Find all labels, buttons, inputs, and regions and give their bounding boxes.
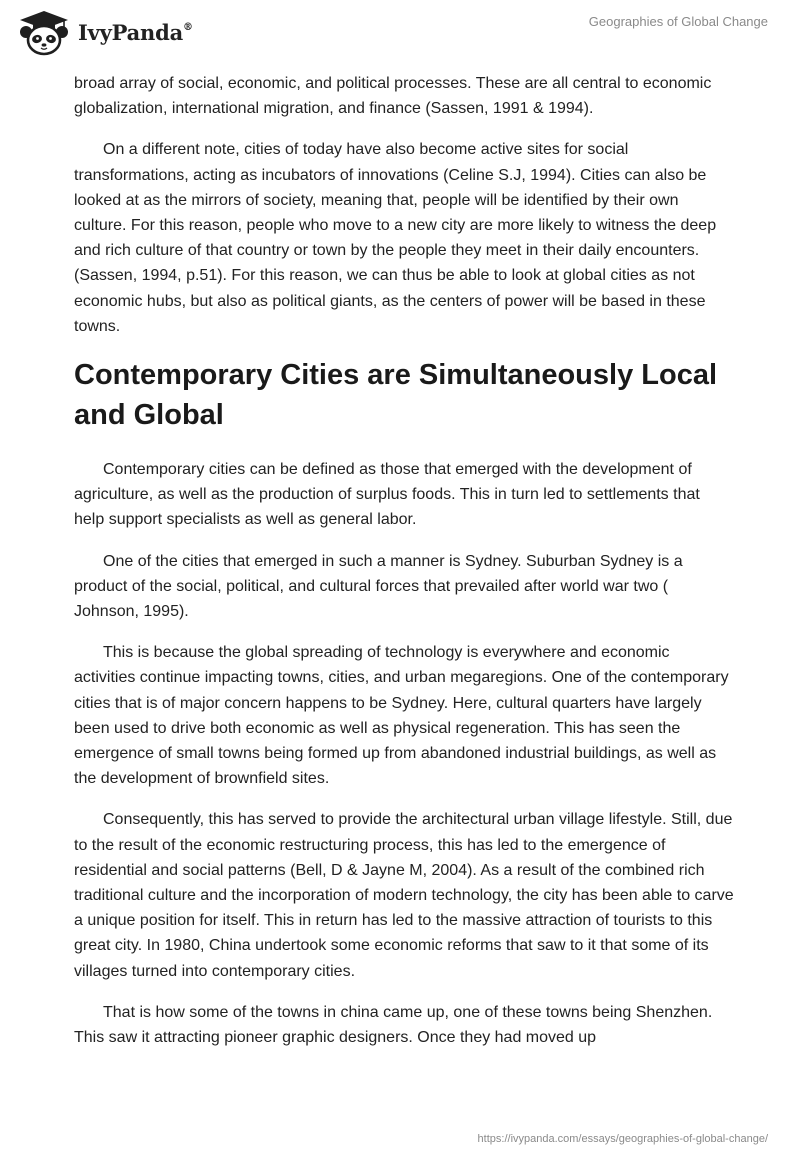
paragraph-3: Contemporary cities can be defined as those that emerged with the development of agriculture, as well as the production of surplus foods. This in turn led to settlements that help support specialists as well as general labor. [74, 461, 700, 529]
brand-name-text: IvyPanda [78, 19, 184, 45]
registered-mark: ® [183, 21, 193, 33]
source-url[interactable]: https://ivypanda.com/essays/geographies-of-global-change/ [477, 1133, 768, 1145]
section-heading: Contemporary Cities are Simultaneously Local and Global [74, 359, 718, 432]
paragraph-6: Consequently, this has served to provide the architectural urban village lifestyle. Still, due to the result of the economic restructuring process, this has led to the emergence of residential and social patterns (Bell, D & Jayne M, 2004). As a result of the combined rich traditional culture and the incorporation of modern technology, the city has been able to carve a unique position for itself. This in return has led to the massive attraction of tourists to this great city. In 1980, China undertook some economic reforms that saw to it that some of its villages turned into contemporary cities. [74, 811, 734, 980]
paragraph-4: One of the cities that emerged in such a manner is Sydney. Suburban Sydney is a product of the social, political, and cultural forces that prevailed after world war two ( Johnson, 1995). [74, 552, 683, 621]
paragraph-7: That is how some of the towns in china came up, one of these towns being Shenzhen. This saw it attracting pioneer graphic designers. Once they had moved up [74, 1003, 713, 1047]
panda-graduation-cap-icon [14, 8, 74, 56]
brand-name [78, 20, 193, 45]
document-title: Geographies of Global Change [588, 14, 768, 29]
brand-logo[interactable] [14, 8, 193, 56]
paragraph-2: On a different note, cities of today have also become active sites for social transformations, acting as incubators of innovations (Celine S.J, 1994). Cities can also be looked at as the mirrors of society, meaning that, people will be identified by their own culture. For this reason, people who move to a new city are more likely to witness the deep and rich culture of that country or town by the people they meet in their daily encounters. (Sassen, 1994, p.51). For this reason, we can thus be able to look at global cities as not economic hubs, but also as political giants, as the centers of power will be based in these towns. [74, 141, 717, 335]
paragraph-1: broad array of social, economic, and political processes. These are all central to economic globalization, international migration, and finance (Sassen, 1991 & 1994). [74, 75, 712, 118]
paragraph-5: This is because the global spreading of technology is everywhere and economic activities continue impacting towns, cities, and urban megaregions. One of the contemporary cities that is of major concern happens to be Sydney. Here, cultural quarters have largely been used to drive both economic as well as physical regeneration. This has seen the emergence of small towns being formed up from abandoned industrial buildings, as well as the development of brownfield sites. [74, 644, 729, 788]
essay-body [74, 71, 734, 1066]
